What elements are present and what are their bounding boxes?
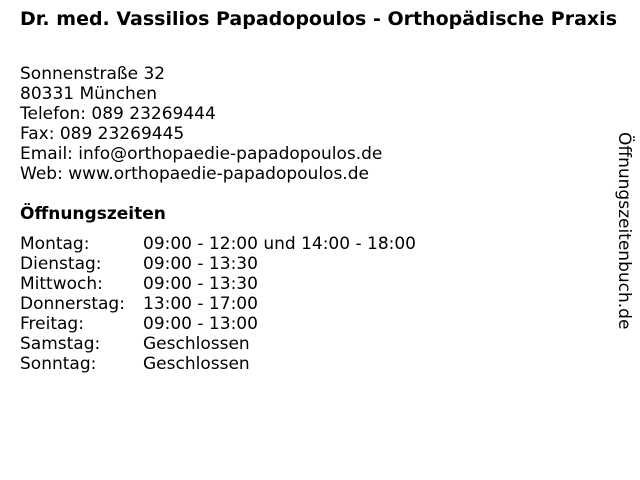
street-address: Sonnenstraße 32 xyxy=(20,64,166,84)
day-hours: 09:00 - 13:30 xyxy=(143,274,258,294)
practice-title: Dr. med. Vassilios Papadopoulos - Orthopädische Praxis xyxy=(20,8,617,30)
day-hours: Geschlossen xyxy=(143,334,250,354)
opening-hours-table xyxy=(20,234,416,374)
hours-row xyxy=(20,274,416,294)
hours-row xyxy=(20,334,416,354)
hours-row xyxy=(20,234,416,254)
day-label: Dienstag: xyxy=(20,254,102,274)
hours-row xyxy=(20,354,416,374)
contact-block xyxy=(20,64,382,184)
day-hours: 09:00 - 13:00 xyxy=(143,314,258,334)
hours-row xyxy=(20,314,416,334)
watermark-text: Öffnungszeitenbuch.de xyxy=(614,132,634,330)
hours-row xyxy=(20,254,416,274)
day-label: Samstag: xyxy=(20,334,101,354)
opening-hours-heading: Öffnungszeiten xyxy=(20,204,166,224)
day-label: Mittwoch: xyxy=(20,274,103,294)
phone-number: Telefon: 089 23269444 xyxy=(20,104,216,124)
day-hours: 09:00 - 13:30 xyxy=(143,254,258,274)
email-address: Email: info@orthopaedie-papadopoulos.de xyxy=(20,144,383,164)
website: Web: www.orthopaedie-papadopoulos.de xyxy=(20,164,369,184)
day-label: Freitag: xyxy=(20,314,84,334)
day-label: Donnerstag: xyxy=(20,294,125,314)
day-hours: 09:00 - 12:00 und 14:00 - 18:00 xyxy=(143,234,416,254)
fax-number: Fax: 089 23269445 xyxy=(20,124,185,144)
day-hours: 13:00 - 17:00 xyxy=(143,294,258,314)
day-label: Sonntag: xyxy=(20,354,97,374)
day-label: Montag: xyxy=(20,234,90,254)
day-hours: Geschlossen xyxy=(143,354,250,374)
hours-row xyxy=(20,294,416,314)
postal-city: 80331 München xyxy=(20,84,158,104)
